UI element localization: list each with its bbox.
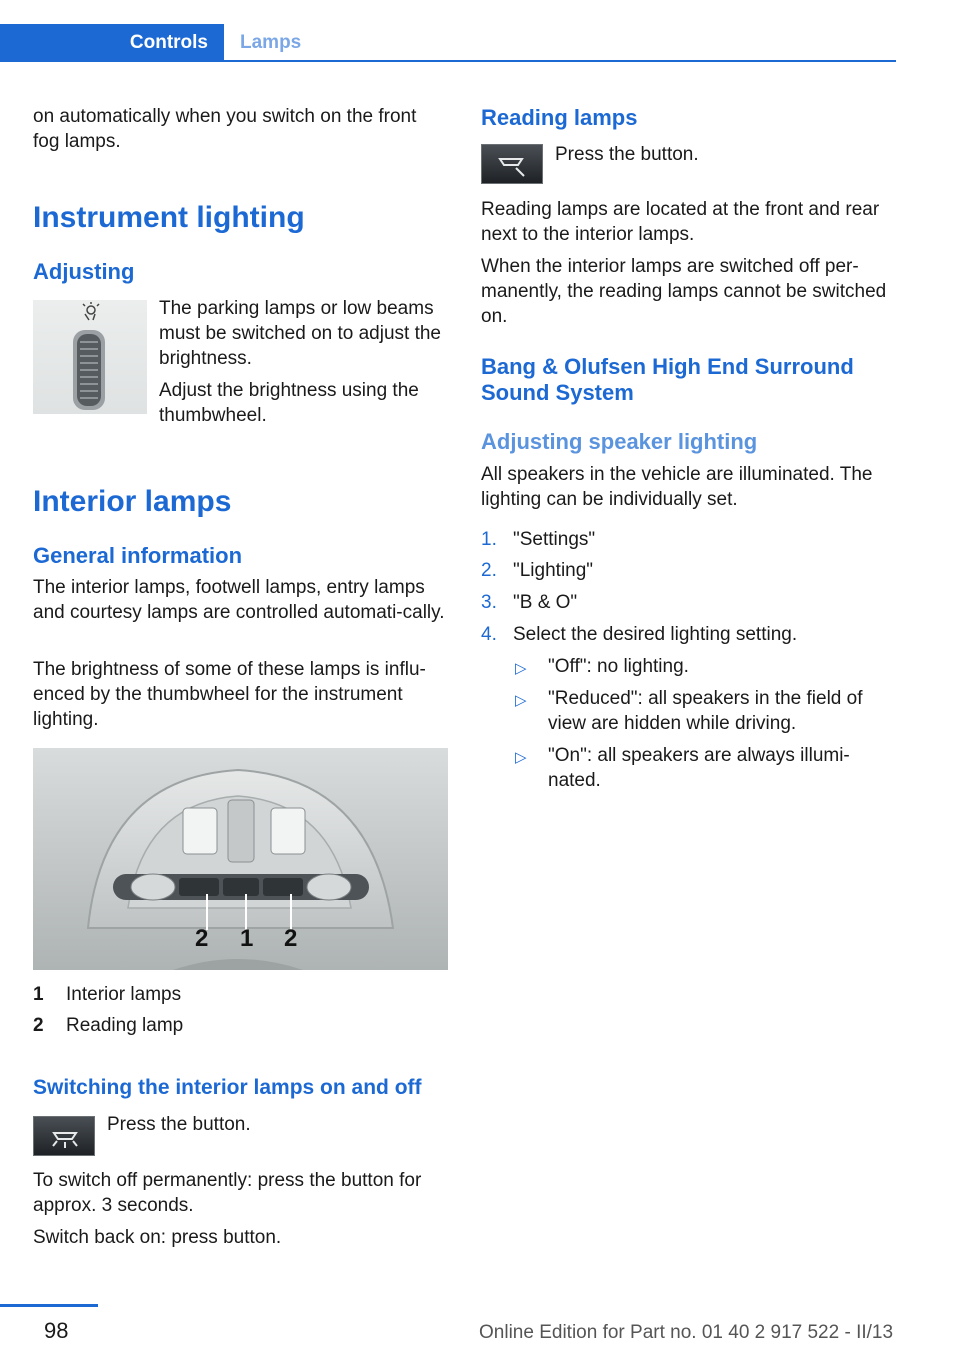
heading-bang-olufsen: Bang & Olufsen High End Surround Sound System [481, 354, 854, 405]
option-text-reduced: "Reduced": all speakers in the field of view are hidden while driving. [548, 688, 863, 734]
step-text-4: Select the desired lighting setting. [513, 624, 798, 645]
switching-press-text: Press the button. [107, 1114, 251, 1135]
page-number: 98 [44, 1318, 69, 1343]
step-num-3: 3. [481, 592, 497, 613]
subheading-adjusting: Adjusting [33, 259, 135, 284]
reading-text-1: Reading lamps are located at the front and rear next to the interior lamps. [481, 199, 880, 245]
instrument-text-1: The parking lamps or low beams must be switched on to adjust the brightness. [159, 298, 441, 369]
option-text-off: "Off": no lighting. [548, 656, 689, 677]
step-text-3: "B & O" [513, 592, 578, 613]
step-num-1: 1. [481, 529, 497, 550]
interior-lamp-button-image [33, 1116, 95, 1156]
interior-text-1: The interior lamps, footwell lamps, entry lamps and courtesy lamps are controlled automati‐cally. [33, 577, 445, 623]
step-text-1: "Settings" [513, 529, 596, 550]
step-text-2: "Lighting" [513, 560, 594, 581]
bullet-triangle-icon: ▷ [515, 660, 527, 677]
interior-text-2: The brightness of some of these lamps is influ‐enced by the thumbwheel for the instrument lighting. [33, 659, 426, 730]
interior-lamp-icon [34, 1117, 96, 1157]
legend-num-1: 1 [33, 984, 44, 1005]
subheading-general-information: General information [33, 543, 243, 568]
reading-text-2: When the interior lamps are switched off per‐manently, the reading lamps cannot be switched on. [481, 256, 887, 327]
option-text-on: "On": all speakers are always illumi‐nated. [548, 745, 850, 791]
reading-press-text: Press the button. [555, 144, 699, 165]
footer-rule [0, 1304, 98, 1307]
switching-text-1: To switch off permanently: press the button for approx. 3 seconds. [33, 1170, 422, 1216]
tab-lamps[interactable]: Lamps [240, 32, 302, 53]
legend-text-1: Interior lamps [66, 984, 182, 1005]
reading-lamp-button-image [481, 144, 543, 184]
step-num-2: 2. [481, 560, 497, 581]
heading-reading-lamps: Reading lamps [481, 105, 638, 130]
reading-lamp-icon [482, 145, 544, 185]
bo-intro-text: All speakers in the vehicle are illuminated. The lighting can be individually set. [481, 464, 873, 510]
switching-text-2: Switch back on: press button. [33, 1227, 282, 1248]
step-num-4: 4. [481, 624, 497, 645]
legend-num-2: 2 [33, 1015, 44, 1036]
heading-instrument-lighting: Instrument lighting [33, 201, 305, 234]
heading-interior-lamps: Interior lamps [33, 485, 232, 518]
tab-controls[interactable]: Controls [0, 24, 224, 62]
thumbwheel-image [33, 300, 147, 414]
thumbwheel-icon [33, 300, 147, 414]
subheading-speaker-lighting: Adjusting speaker lighting [481, 429, 758, 454]
edition-text: Online Edition for Part no. 01 40 2 917 522 - II/13 [479, 1322, 894, 1343]
interior-lamps-photo [33, 748, 448, 970]
photo-label-1: 1 [240, 925, 254, 952]
photo-label-2-right: 2 [284, 925, 298, 952]
photo-label-2-left: 2 [195, 925, 209, 952]
legend-text-2: Reading lamp [66, 1015, 184, 1036]
instrument-text-2: Adjust the brightness using the thumbwheel. [159, 380, 419, 426]
bullet-triangle-icon: ▷ [515, 692, 527, 709]
bullet-triangle-icon: ▷ [515, 749, 527, 766]
intro-text: on automatically when you switch on the front fog lamps. [33, 106, 417, 152]
subheading-switching: Switching the interior lamps on and off [33, 1076, 422, 1099]
